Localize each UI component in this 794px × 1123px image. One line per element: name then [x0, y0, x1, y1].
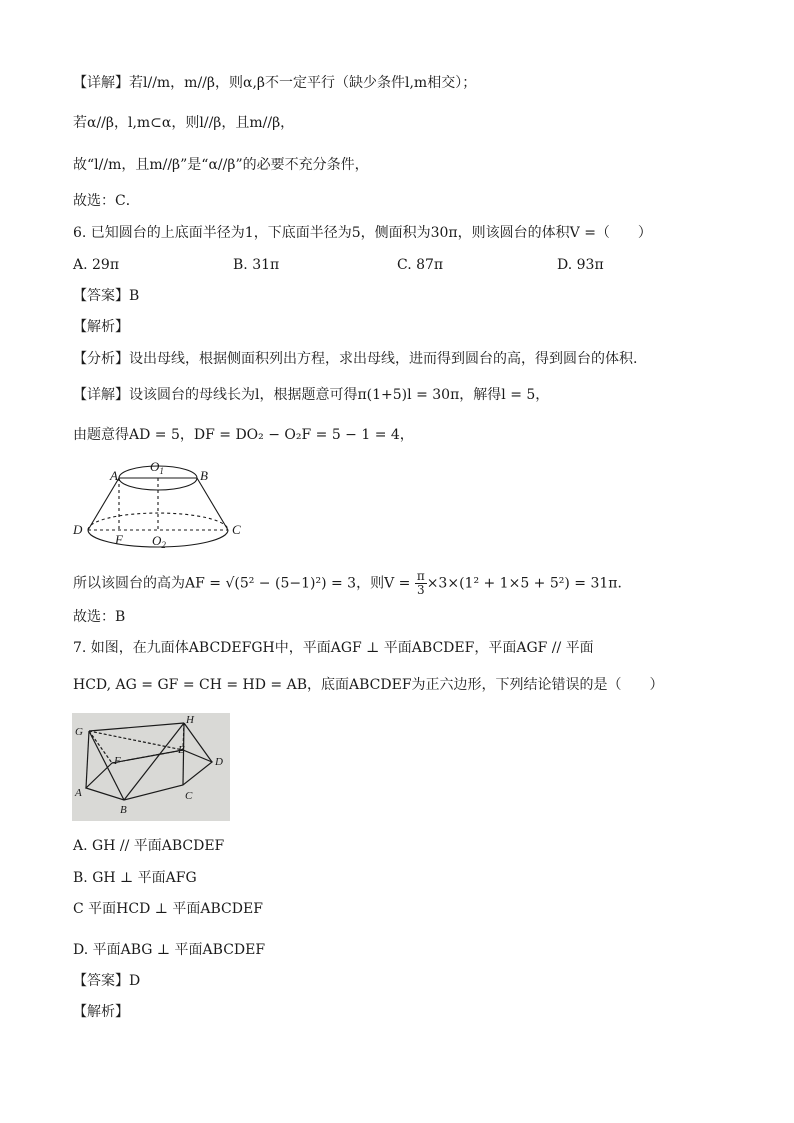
generatrix-right	[197, 478, 228, 530]
label-b2: B	[120, 804, 127, 816]
answer-7: 【答案】D	[73, 973, 141, 989]
analysis-7-heading: 【解析】	[73, 1004, 129, 1020]
step-6b-pre: 所以该圆台的高为AF = √(5² − (5−1)²) = 3，则V =	[73, 575, 415, 592]
detail-line-1: 【详解】若l//m，m//β，则α,β不一定平行（缺少条件l,m相交）；	[73, 75, 477, 91]
label-b: B	[200, 468, 208, 483]
label-c2: C	[185, 790, 193, 802]
analysis-6: 【分析】设出母线，根据侧面积列出方程，求出母线，进而得到圆台的高，得到圆台的体积.	[73, 351, 638, 367]
step-6b-post: ×3×(1² + 1×5 + 5²) = 31π．	[426, 575, 632, 592]
analysis-6-heading: 【解析】	[73, 319, 129, 335]
q6-option-d: D. 93π	[557, 257, 604, 273]
q7-option-a: A. GH // 平面ABCDEF	[73, 838, 225, 854]
frustum-figure	[70, 458, 260, 553]
detail-line-3: 故“l//m，且m//β”是“α//β”的必要不充分条件，	[73, 157, 369, 173]
label-o2: $O_2$	[152, 533, 166, 550]
question-6: 6. 已知圆台的上底面半径为1，下底面半径为5，侧面积为30π，则该圆台的体积V =（ ）	[73, 225, 652, 241]
label-f: F	[115, 532, 123, 547]
polyhedron-figure	[72, 713, 230, 821]
step-6a: 由题意得AD = 5，DF = DO₂ − O₂F = 5 − 1 = 4，	[73, 427, 414, 443]
q7-option-c: C 平面HCD ⊥ 平面ABCDEF	[73, 901, 263, 917]
label-g: G	[75, 726, 83, 738]
choose-b: 故选：B	[73, 609, 126, 625]
label-h: H	[186, 714, 194, 726]
q6-option-c: C. 87π	[397, 257, 444, 273]
label-d: D	[73, 522, 83, 537]
step-6b	[73, 570, 632, 597]
label-c: C	[232, 522, 241, 537]
answer-6: 【答案】B	[73, 288, 140, 304]
detail-line-2: 若α//β，l,m⊂α，则l//β，且m//β，	[73, 115, 295, 131]
frac-num: π	[416, 569, 425, 583]
label-d2: D	[215, 756, 223, 768]
label-a2: A	[75, 787, 82, 799]
label-f2: F	[114, 755, 121, 767]
q6-option-b: B. 31π	[233, 257, 280, 273]
question-7-line-1: 7. 如图，在九面体ABCDEFGH中，平面AGF ⊥ 平面ABCDEF，平面AGF // 平面	[73, 640, 594, 656]
label-o1: $O_1$	[150, 459, 164, 476]
q6-option-a: A. 29π	[73, 257, 120, 273]
question-7-line-2: HCD, AG = GF = CH = HD = AB，底面ABCDEF为正六边形，下列结论错误的是（ ）	[73, 677, 664, 693]
detail-6: 【详解】设该圆台的母线长为l，根据题意可得π(1+5)l = 30π，解得l = 5，	[73, 387, 550, 403]
generatrix-left	[88, 478, 119, 530]
frac-den: 3	[416, 583, 425, 597]
q7-option-b: B. GH ⊥ 平面AFG	[73, 870, 197, 886]
label-a: A	[110, 468, 118, 483]
q7-option-d: D. 平面ABG ⊥ 平面ABCDEF	[73, 942, 266, 958]
choose-c: 故选：C．	[73, 193, 140, 209]
label-e: E	[178, 744, 185, 756]
pi-over-3-fraction	[415, 570, 427, 597]
